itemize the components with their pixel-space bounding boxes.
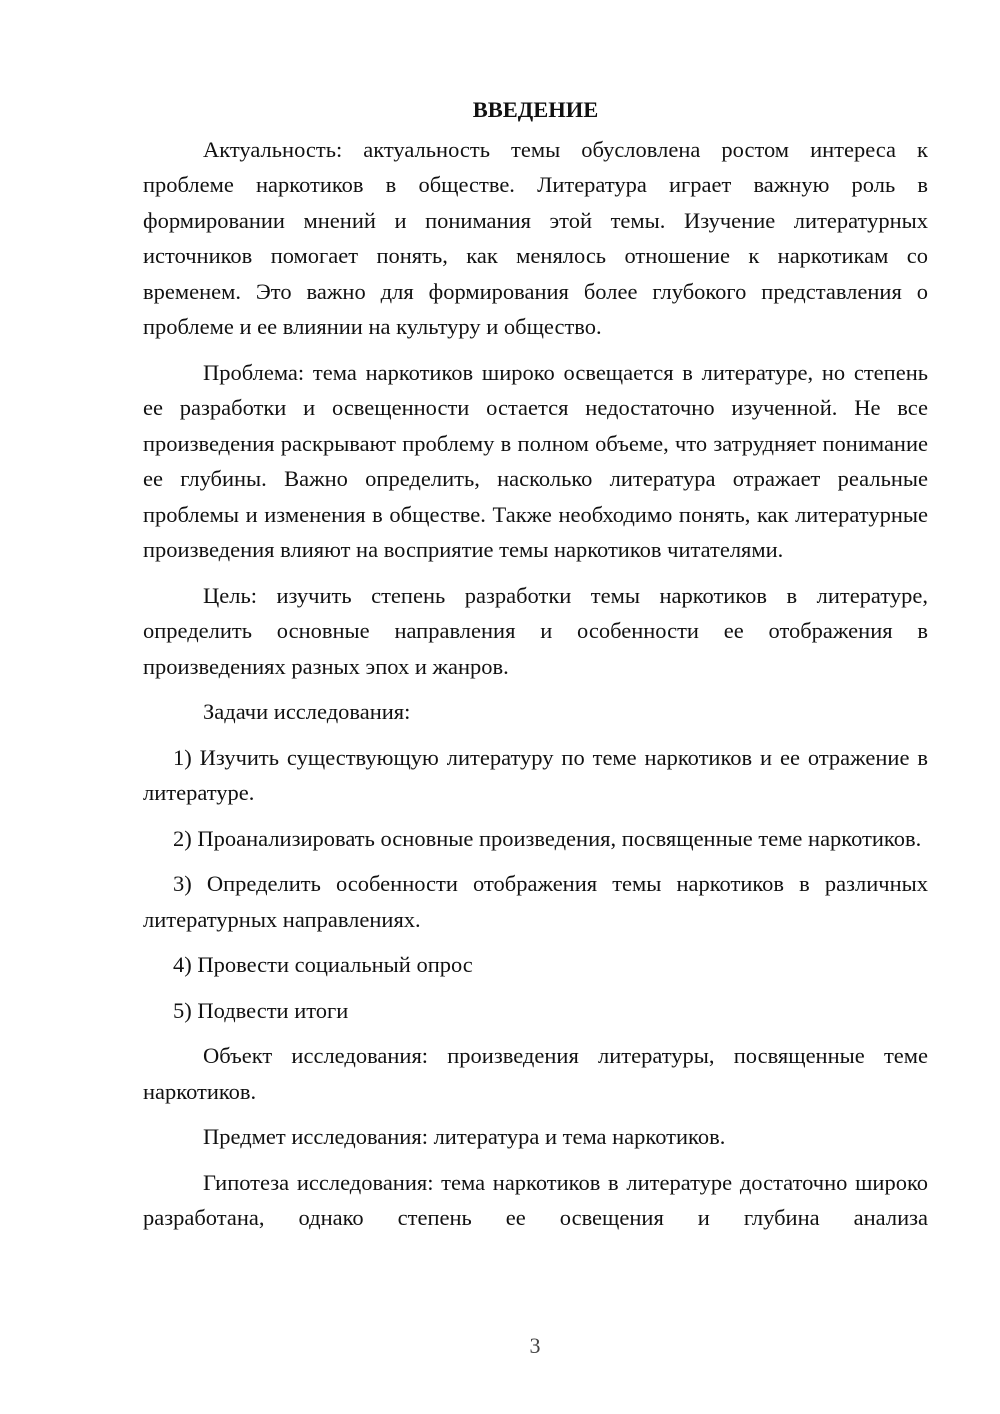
task-item-1: 1) Изучить существующую литературу по теме наркотиков и ее отражение в литературе.	[143, 744, 928, 805]
paragraph-problem: Проблема: тема наркотиков широко освещается в литературе, но степень ее разработки и освещенности остается недостаточно изученной. Не все произведения раскрывают проблему в полном объеме, что затрудняет понимание ее глубины. Важно определить, насколько литература отражает реальные проблемы и изменения в обществе. Также необходимо понять, как литературные произведения влияют на восприятие темы наркотиков читателями.	[143, 359, 928, 562]
paragraph-hypothesis: Гипотеза исследования: тема наркотиков в литературе достаточно широко разработана, однако степень ее освещения и глубина анализа	[143, 1169, 928, 1230]
page-number: 3	[529, 1333, 541, 1358]
section-title: ВВЕДЕНИЕ	[472, 97, 599, 122]
paragraph-tasks-heading: Задачи исследования:	[203, 699, 411, 724]
paragraph-goal: Цель: изучить степень разработки темы наркотиков в литературе, определить основные направления и особенности ее отображения в произведениях разных эпох и жанров.	[143, 582, 928, 679]
paragraph-object: Объект исследования: произведения литературы, посвященные теме наркотиков.	[143, 1043, 928, 1104]
paragraph-subject: Предмет исследования: литература и тема наркотиков.	[203, 1124, 726, 1149]
task-item-2: 2) Проанализировать основные произведения, посвященные теме наркотиков.	[173, 825, 922, 851]
document-body	[143, 92, 928, 1246]
task-item-4: 4) Провести социальный опрос	[173, 952, 473, 977]
task-item-3: 3) Определить особенности отображения темы наркотиков в различных литературных направлениях.	[143, 871, 928, 932]
paragraph-relevance: Актуальность: актуальность темы обусловлена ростом интереса к проблеме наркотиков в обществе. Литература играет важную роль в формировании мнений и понимания этой темы. Изучение литературных источников помогает понять, как менялось отношение к наркотикам со временем. Это важно для формирования более глубокого представления о проблеме и ее влиянии на культуру и общество.	[143, 136, 928, 339]
task-item-5: 5) Подвести итоги	[173, 997, 349, 1023]
